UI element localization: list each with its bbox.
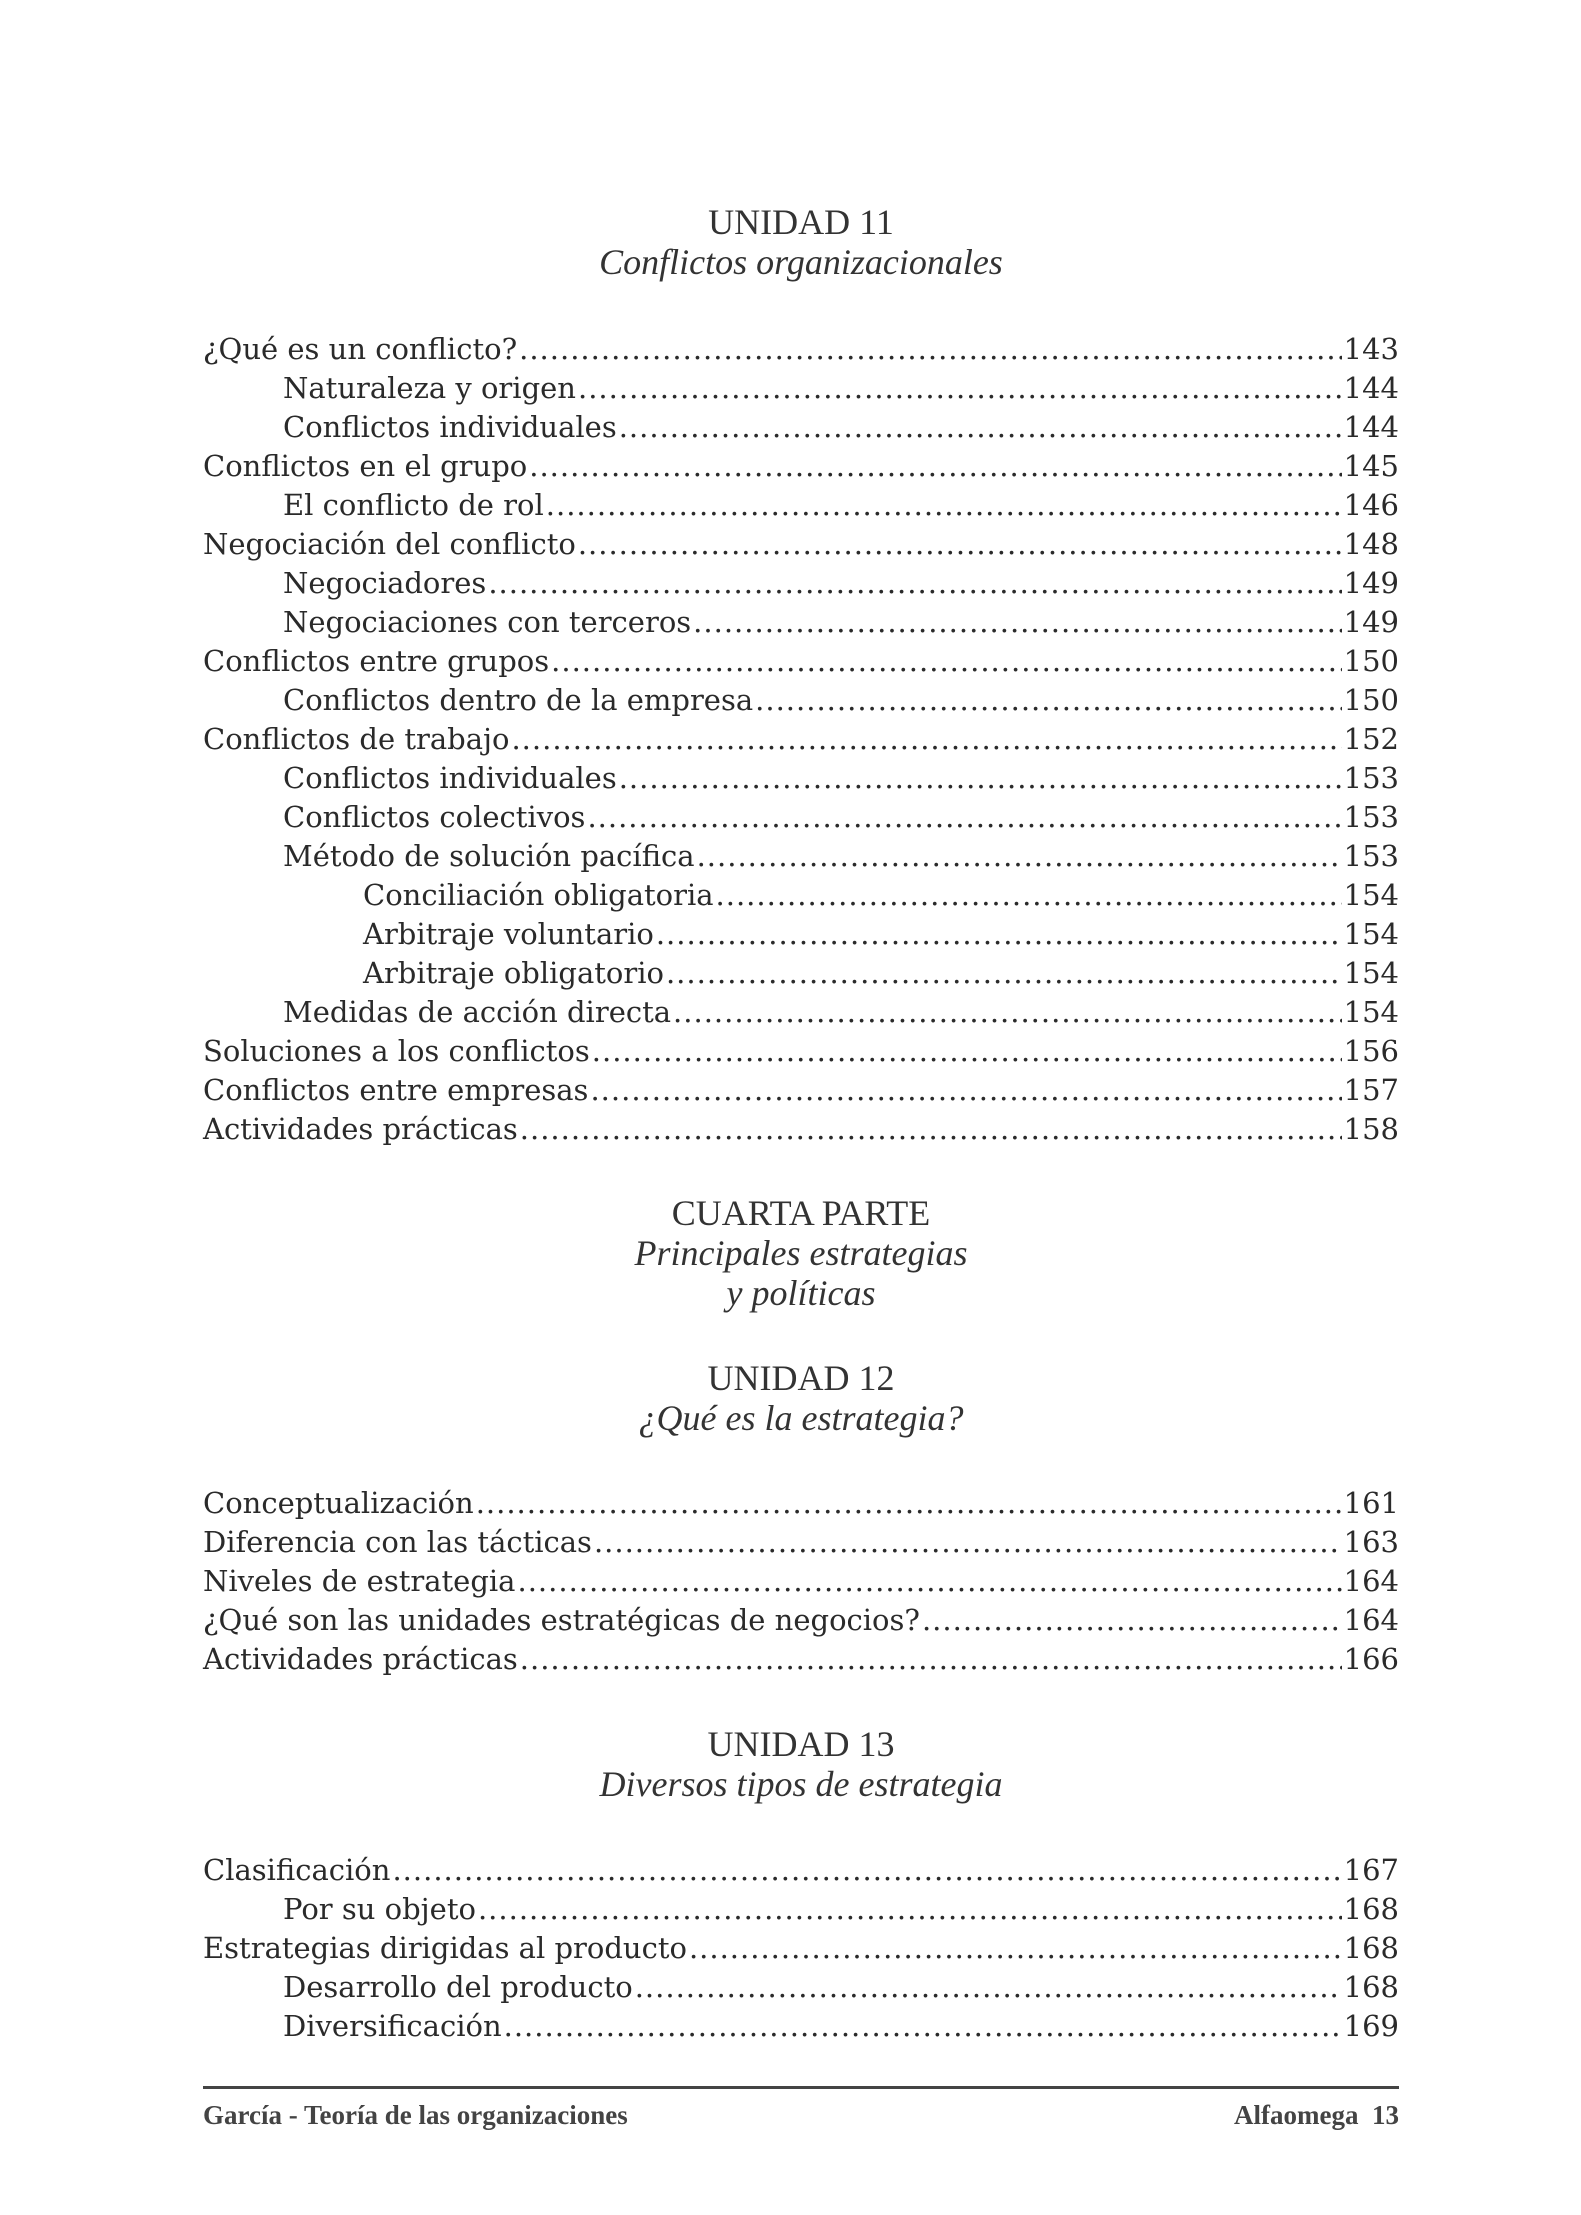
toc-entry-label: Conflictos individuales (283, 410, 617, 444)
toc-dot-leader (689, 1929, 1342, 1968)
toc-entry (203, 993, 1399, 1032)
toc-entry-label: Conciliación obligatoria (363, 878, 714, 912)
toc-entry (203, 369, 1399, 408)
toc-entry-page: 143 (1343, 332, 1399, 366)
toc-entry (203, 837, 1399, 876)
toc-entry (203, 525, 1399, 564)
toc-list-unidad-12 (203, 1484, 1399, 1679)
toc-entry-page: 153 (1343, 800, 1399, 834)
toc-entry-page: 153 (1343, 839, 1399, 873)
toc-entry-label: El conflicto de rol (283, 488, 544, 522)
toc-entry (203, 1071, 1399, 1110)
toc-entry (203, 642, 1399, 681)
toc-entry-label: Medidas de acción directa (283, 995, 672, 1029)
toc-entry-label: Negociaciones con terceros (283, 605, 692, 639)
toc-entry-page: 157 (1343, 1073, 1399, 1107)
section-title: UNIDAD 12 (707, 1358, 895, 1398)
toc-entry (203, 954, 1399, 993)
section-heading-unidad-13 (203, 1724, 1399, 1804)
toc-dot-leader (529, 447, 1341, 486)
toc-entry (203, 603, 1399, 642)
toc-entry (203, 408, 1399, 447)
section-heading-unidad-11 (203, 202, 1399, 282)
footer-publisher-page: Alfaomega 13 (1234, 2100, 1399, 2130)
toc-entry-label: ¿Qué son las unidades estratégicas de negocios? (203, 1603, 920, 1637)
page-footer (203, 2100, 1399, 2131)
toc-entry (203, 1484, 1399, 1523)
toc-list-unidad-13 (203, 1851, 1399, 2046)
section-subtitle: Conflictos organizacionales (599, 242, 1003, 282)
toc-entry-label: Conflictos entre empresas (203, 1073, 589, 1107)
section-subtitle: Diversos tipos de estrategia (599, 1764, 1003, 1804)
toc-dot-leader (592, 1032, 1342, 1071)
toc-dot-leader (546, 486, 1342, 525)
toc-entry-label: Naturaleza y origen (283, 371, 576, 405)
section-subtitle: y políticas (726, 1273, 876, 1313)
toc-entry (203, 486, 1399, 525)
toc-entry-label: Negociadores (283, 566, 487, 600)
section-heading-unidad-12 (203, 1358, 1399, 1438)
toc-entry-label: Conflictos en el grupo (203, 449, 528, 483)
toc-entry-page: 145 (1343, 449, 1399, 483)
toc-entry (203, 1601, 1399, 1640)
toc-entry-label: Actividades prácticas (203, 1642, 518, 1676)
toc-dot-leader (619, 408, 1342, 447)
toc-entry (203, 720, 1399, 759)
toc-entry (203, 447, 1399, 486)
toc-entry-label: ¿Qué es un conflicto? (203, 332, 518, 366)
section-title: CUARTA PARTE (671, 1193, 931, 1233)
toc-dot-leader (922, 1601, 1342, 1640)
toc-entry-page: 154 (1343, 995, 1399, 1029)
toc-entry (203, 759, 1399, 798)
toc-dot-leader (392, 1851, 1341, 1890)
toc-entry-page: 168 (1343, 1970, 1399, 2004)
toc-dot-leader (587, 798, 1341, 837)
toc-dot-leader (693, 603, 1341, 642)
section-heading-cuarta-parte (203, 1193, 1399, 1313)
toc-dot-leader (716, 876, 1342, 915)
toc-entry-page: 152 (1343, 722, 1399, 756)
toc-dot-leader (590, 1071, 1341, 1110)
toc-entry (203, 1110, 1399, 1149)
footer-rule (203, 2086, 1399, 2089)
section-subtitle: Principales estrategias (634, 1233, 968, 1273)
toc-entry (203, 1032, 1399, 1071)
toc-entry-page: 161 (1343, 1486, 1399, 1520)
toc-entry-page: 164 (1343, 1603, 1399, 1637)
toc-dot-leader (666, 954, 1342, 993)
toc-dot-leader (578, 369, 1342, 408)
toc-entry-page: 167 (1343, 1853, 1399, 1887)
toc-entry (203, 1851, 1399, 1890)
toc-entry-label: Soluciones a los conflictos (203, 1034, 590, 1068)
toc-entry-page: 158 (1343, 1112, 1399, 1146)
toc-entry (203, 564, 1399, 603)
toc-entry-page: 148 (1343, 527, 1399, 561)
toc-dot-leader (517, 1562, 1341, 1601)
toc-entry-page: 146 (1343, 488, 1399, 522)
toc-entry-label: Actividades prácticas (203, 1112, 518, 1146)
toc-dot-leader (511, 720, 1341, 759)
toc-entry-page: 154 (1343, 956, 1399, 990)
toc-entry (203, 876, 1399, 915)
toc-entry-label: Negociación del conflicto (203, 527, 576, 561)
toc-entry (203, 1562, 1399, 1601)
toc-entry-label: Método de solución pacífica (283, 839, 695, 873)
toc-entry (203, 1640, 1399, 1679)
toc-dot-leader (520, 1110, 1342, 1149)
toc-entry-page: 154 (1343, 917, 1399, 951)
toc-list-unidad-11 (203, 330, 1399, 1149)
toc-entry-page: 169 (1343, 2009, 1399, 2043)
toc-dot-leader (520, 1640, 1342, 1679)
toc-entry-label: Diversificación (283, 2009, 502, 2043)
toc-entry-page: 149 (1343, 605, 1399, 639)
toc-entry-page: 149 (1343, 566, 1399, 600)
toc-entry (203, 330, 1399, 369)
toc-entry-label: Conflictos individuales (283, 761, 617, 795)
toc-dot-leader (635, 1968, 1342, 2007)
toc-dot-leader (656, 915, 1342, 954)
toc-entry-label: Clasificación (203, 1853, 391, 1887)
toc-dot-leader (755, 681, 1341, 720)
toc-entry-label: Diferencia con las tácticas (203, 1525, 592, 1559)
toc-entry-page: 144 (1343, 371, 1399, 405)
toc-entry-label: Conflictos de trabajo (203, 722, 510, 756)
toc-entry-label: Por su objeto (283, 1892, 476, 1926)
toc-dot-leader (519, 330, 1342, 369)
toc-entry-page: 164 (1343, 1564, 1399, 1598)
section-title: UNIDAD 11 (708, 202, 894, 242)
toc-entry-label: Niveles de estrategia (203, 1564, 516, 1598)
toc-entry-page: 166 (1343, 1642, 1399, 1676)
toc-dot-leader (488, 564, 1341, 603)
toc-dot-leader (594, 1523, 1342, 1562)
toc-entry (203, 1968, 1399, 2007)
toc-entry-page: 144 (1343, 410, 1399, 444)
toc-dot-leader (619, 759, 1342, 798)
section-subtitle: ¿Qué es la estrategia? (638, 1398, 964, 1438)
toc-entry (203, 798, 1399, 837)
toc-dot-leader (697, 837, 1342, 876)
toc-entry-label: Desarrollo del producto (283, 1970, 633, 2004)
toc-entry (203, 2007, 1399, 2046)
toc-dot-leader (551, 642, 1341, 681)
toc-entry-label: Conflictos entre grupos (203, 644, 550, 678)
section-title: UNIDAD 13 (707, 1724, 895, 1764)
footer-book-title: García - Teoría de las organizaciones (203, 2100, 628, 2130)
toc-entry-label: Arbitraje obligatorio (363, 956, 664, 990)
toc-entry (203, 915, 1399, 954)
toc-entry-label: Arbitraje voluntario (363, 917, 654, 951)
toc-entry-page: 153 (1343, 761, 1399, 795)
toc-entry-page: 154 (1343, 878, 1399, 912)
toc-dot-leader (478, 1890, 1342, 1929)
toc-dot-leader (578, 525, 1342, 564)
toc-entry-page: 163 (1343, 1525, 1399, 1559)
toc-entry (203, 681, 1399, 720)
toc-entry-label: Conflictos colectivos (283, 800, 586, 834)
toc-entry-label: Conflictos dentro de la empresa (283, 683, 754, 717)
toc-entry-page: 156 (1343, 1034, 1399, 1068)
toc-entry (203, 1929, 1399, 1968)
toc-entry-page: 150 (1343, 644, 1399, 678)
toc-entry-page: 168 (1343, 1892, 1399, 1926)
toc-entry-label: Conceptualización (203, 1486, 474, 1520)
toc-dot-leader (476, 1484, 1342, 1523)
toc-entry-page: 168 (1343, 1931, 1399, 1965)
toc-dot-leader (673, 993, 1342, 1032)
toc-entry-page: 150 (1343, 683, 1399, 717)
toc-entry (203, 1890, 1399, 1929)
toc-entry-label: Estrategias dirigidas al producto (203, 1931, 687, 1965)
toc-dot-leader (504, 2007, 1342, 2046)
toc-entry (203, 1523, 1399, 1562)
